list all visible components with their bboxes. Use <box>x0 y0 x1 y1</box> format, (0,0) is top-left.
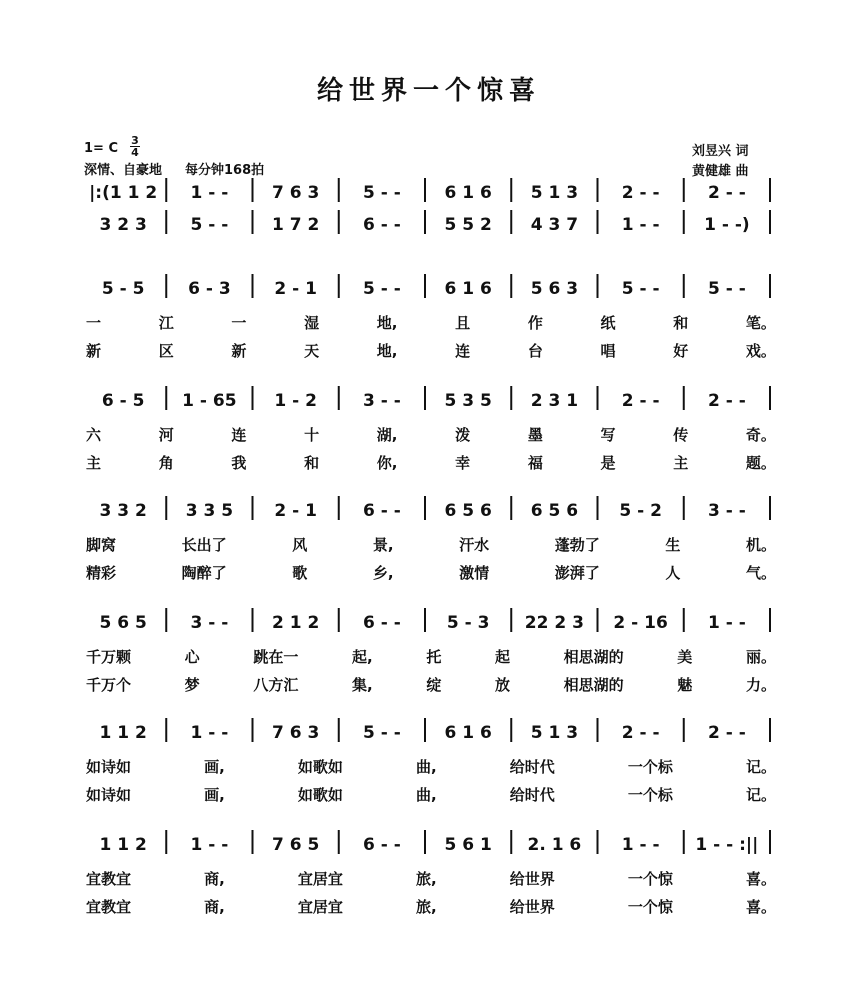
lyric-syllable: 旅, <box>415 898 437 916</box>
measure: 5 1 3 <box>530 183 579 203</box>
measure: 5 - - <box>362 183 401 203</box>
lyric-syllable: 好 <box>673 342 689 360</box>
measure: 1 - - <box>190 183 229 203</box>
lyric-syllable: 作 <box>527 314 543 332</box>
lyric-syllable: 连 <box>231 426 247 444</box>
lyric-syllable: 给世界 <box>509 898 555 916</box>
measure: 5 1 3 <box>530 723 579 743</box>
measure: 4 3 7 <box>530 215 579 235</box>
measure: 5 6 1 <box>444 835 492 855</box>
time-sig-top: 3 <box>131 134 139 147</box>
lyric-syllable: 千万颗 <box>86 648 132 666</box>
lyric-syllable: 一 <box>231 314 247 332</box>
lyric-line <box>86 674 776 695</box>
lyric-syllable: 我 <box>231 454 247 472</box>
lyric-syllable: 喜。 <box>745 898 776 916</box>
lyric-syllable: 相思湖的 <box>563 648 624 666</box>
lyric-line <box>86 452 776 473</box>
lyric-syllable: 记。 <box>745 786 776 804</box>
lyric-syllable: 绽 <box>426 676 442 694</box>
measure: 2 - - <box>707 183 746 203</box>
lyric-syllable: 风 <box>292 536 308 554</box>
lyric-syllable: 连 <box>455 342 471 360</box>
lyric-syllable: 主 <box>673 454 689 472</box>
lyric-syllable: 福 <box>527 454 543 472</box>
lyric-syllable: 地, <box>376 314 398 332</box>
lyric-syllable: 区 <box>158 342 174 360</box>
lyric-syllable: 如诗如 <box>86 758 132 776</box>
measure: 5 - - <box>707 279 746 299</box>
lyric-syllable: 画, <box>204 758 225 776</box>
measure: 6 - 5 <box>101 391 145 411</box>
lyric-syllable: 澎湃了 <box>554 564 600 582</box>
tempo-mark: 每分钟168拍 <box>185 163 265 178</box>
lyric-syllable: 记。 <box>745 758 776 776</box>
lyric-line <box>86 756 776 777</box>
measure: 1 1 2 <box>99 835 147 855</box>
lyric-syllable: 景, <box>372 536 394 554</box>
lyric-syllable: 纸 <box>600 314 616 332</box>
lyric-line <box>86 868 776 889</box>
lyric-syllable: 如歌如 <box>297 758 343 776</box>
measure: 1 - - <box>621 215 660 235</box>
measure: 22 2 3 <box>524 613 584 633</box>
lyric-syllable: 如歌如 <box>297 786 343 804</box>
measure: 6 5 6 <box>444 501 492 521</box>
lyric-syllable: 激情 <box>459 564 490 582</box>
lyric-syllable: 陶醉了 <box>181 564 227 582</box>
lyric-syllable: 新 <box>86 342 102 360</box>
lyric-syllable: 脚窝 <box>86 536 117 554</box>
measure: 5 3 5 <box>444 391 492 411</box>
measure: 6 5 6 <box>530 501 579 521</box>
time-sig-bottom: 4 <box>131 146 139 159</box>
measure: 6 - - <box>362 215 401 235</box>
lyric-line <box>86 424 776 445</box>
lyric-syllable: 一个标 <box>627 786 673 804</box>
lyric-syllable: 奇。 <box>745 426 776 444</box>
lyric-syllable: 一个标 <box>627 758 673 776</box>
lyric-syllable: 起 <box>494 648 510 666</box>
measure: 6 - - <box>362 835 401 855</box>
lyric-syllable: 湖, <box>376 426 398 444</box>
song-title: 给世界一个惊喜 <box>316 76 541 106</box>
lyric-syllable: 汗水 <box>459 536 490 554</box>
measure: 3 - - <box>362 391 401 411</box>
lyric-syllable: 曲, <box>415 786 437 804</box>
lyric-syllable: 丽。 <box>745 648 776 666</box>
lyric-syllable: 如诗如 <box>86 786 132 804</box>
measure: 5 5 2 <box>444 215 492 235</box>
lyric-syllable: 且 <box>455 314 471 332</box>
lyric-syllable: 乡, <box>372 564 394 582</box>
lyric-syllable: 旅, <box>415 870 437 888</box>
measure: 6 - - <box>362 501 401 521</box>
lyric-syllable: 生 <box>665 536 681 554</box>
measure: 2 - - <box>707 723 746 743</box>
lyric-syllable: 一个惊 <box>627 898 673 916</box>
lyric-syllable: 人 <box>665 564 681 582</box>
lyric-syllable: 给世界 <box>509 870 555 888</box>
lyric-syllable: 宜居宜 <box>297 870 343 888</box>
key-signature: 1= C <box>84 141 119 156</box>
lyric-syllable: 气。 <box>745 564 776 582</box>
lyric-syllable: 八方汇 <box>253 676 299 694</box>
lyric-line <box>86 896 776 917</box>
measure: 3 3 2 <box>99 501 147 521</box>
lyric-syllable: 幸 <box>455 454 471 472</box>
lyric-syllable: 商, <box>204 870 225 888</box>
lyric-syllable: 墨 <box>527 426 543 444</box>
expression-mark: 深情、自豪地 <box>84 163 163 178</box>
measure: 2 - - <box>621 183 660 203</box>
lyric-syllable: 六 <box>86 426 102 444</box>
lyric-syllable: 一个惊 <box>627 870 673 888</box>
measure: 5 - 3 <box>446 613 490 633</box>
measure: 2 1 2 <box>271 613 320 633</box>
lyric-syllable: 宜居宜 <box>297 898 343 916</box>
lyric-line <box>86 562 776 583</box>
measure: 5 - 5 <box>101 279 145 299</box>
lyric-syllable: 心 <box>184 648 200 666</box>
lyric-syllable: 笔。 <box>745 314 776 332</box>
measure: 2 - 16 <box>613 613 668 633</box>
lyric-syllable: 台 <box>527 342 543 360</box>
lyric-line <box>86 646 776 667</box>
lyric-syllable: 给时代 <box>509 758 555 776</box>
measure: 1 1 2 <box>99 723 147 743</box>
measure: 5 - - <box>621 279 660 299</box>
lyric-syllable: 画, <box>204 786 225 804</box>
measure: 5 - - <box>362 279 401 299</box>
lyric-syllable: 天 <box>304 342 320 360</box>
lyric-syllable: 相思湖的 <box>563 676 624 694</box>
lyric-syllable: 精彩 <box>86 564 117 582</box>
lyric-syllable: 戏。 <box>745 342 776 360</box>
lyric-syllable: 给时代 <box>509 786 555 804</box>
lyric-syllable: 是 <box>600 454 616 472</box>
lyric-line <box>86 534 776 555</box>
lyric-syllable: 歌 <box>292 564 308 582</box>
lyric-syllable: 和 <box>304 454 320 472</box>
lyric-syllable: 江 <box>158 314 174 332</box>
lyric-line <box>86 784 776 805</box>
lyric-syllable: 宜教宜 <box>86 870 132 888</box>
measure: 5 - - <box>190 215 229 235</box>
measure: |:(1 1 2 <box>89 183 158 203</box>
lyric-syllable: 千万个 <box>86 676 132 694</box>
lyric-syllable: 曲, <box>415 758 437 776</box>
measure: 1 - -) <box>704 215 750 235</box>
lyric-syllable: 河 <box>158 426 174 444</box>
measure: 2 - - <box>621 723 660 743</box>
lyric-syllable: 新 <box>231 342 247 360</box>
lyric-syllable: 梦 <box>184 676 200 694</box>
lyric-syllable: 美 <box>677 648 693 666</box>
measure: 6 1 6 <box>444 279 492 299</box>
composer-credit: 黄健雄 曲 <box>692 164 749 179</box>
lyric-syllable: 传 <box>673 426 689 444</box>
measure: 7 6 3 <box>271 723 320 743</box>
lyric-syllable: 蓬勃了 <box>554 536 600 554</box>
measure: 1 - - <box>621 835 660 855</box>
lyric-syllable: 力。 <box>745 676 776 694</box>
lyric-syllable: 题。 <box>745 454 776 472</box>
measure: 2. 1 6 <box>527 835 582 855</box>
measure: 1 - - <box>707 613 746 633</box>
measure: 1 - 65 <box>182 391 237 411</box>
lyric-syllable: 托 <box>426 648 442 666</box>
lyric-syllable: 放 <box>494 676 510 694</box>
measure: 5 6 3 <box>530 279 579 299</box>
lyricist-credit: 刘昱兴 词 <box>692 144 749 159</box>
lyric-line <box>86 340 776 361</box>
lyric-syllable: 长出了 <box>181 536 227 554</box>
measure: 6 - 3 <box>188 279 231 299</box>
lyric-syllable: 你, <box>376 454 398 472</box>
measure: 3 - - <box>707 501 746 521</box>
lyric-syllable: 泼 <box>455 426 471 444</box>
measure: 5 6 5 <box>99 613 147 633</box>
lyric-syllable: 写 <box>600 426 616 444</box>
lyric-syllable: 起, <box>351 648 373 666</box>
lyric-syllable: 集, <box>351 676 373 694</box>
lyric-syllable: 湿 <box>304 314 320 332</box>
lyric-syllable: 唱 <box>600 342 616 360</box>
measure: 2 - 1 <box>274 279 317 299</box>
measure: 2 - - <box>707 391 746 411</box>
measure: 2 - 1 <box>274 501 317 521</box>
measure: 1 - - <box>190 723 229 743</box>
measure: 1 - - :|| <box>695 835 759 855</box>
measure: 6 - - <box>362 613 401 633</box>
measure: 5 - 2 <box>619 501 662 521</box>
measure: 3 2 3 <box>99 215 147 235</box>
measure: 1 - - <box>190 835 229 855</box>
lyric-syllable: 和 <box>673 314 689 332</box>
lyric-syllable: 喜。 <box>745 870 776 888</box>
measure: 1 - 2 <box>274 391 317 411</box>
lyric-syllable: 机。 <box>745 536 776 554</box>
lyric-syllable: 宜教宜 <box>86 898 132 916</box>
measure: 3 3 5 <box>185 501 234 521</box>
lyric-syllable: 主 <box>86 454 102 472</box>
lyric-syllable: 跳在一 <box>253 648 299 666</box>
lyric-syllable: 一 <box>86 314 102 332</box>
measure: 2 3 1 <box>530 391 579 411</box>
lyric-syllable: 魅 <box>677 676 693 694</box>
measure: 6 1 6 <box>444 183 492 203</box>
measure: 3 - - <box>190 613 229 633</box>
measure: 6 1 6 <box>444 723 492 743</box>
measure: 5 - - <box>362 723 401 743</box>
lyric-syllable: 十 <box>304 426 320 444</box>
lyric-line <box>86 312 776 333</box>
lyric-syllable: 商, <box>204 898 225 916</box>
measure: 7 6 3 <box>271 183 320 203</box>
lyric-syllable: 地, <box>376 342 398 360</box>
lyric-syllable: 角 <box>158 454 174 472</box>
measure: 1 7 2 <box>271 215 320 235</box>
measure: 2 - - <box>621 391 660 411</box>
measure: 7 6 5 <box>271 835 320 855</box>
